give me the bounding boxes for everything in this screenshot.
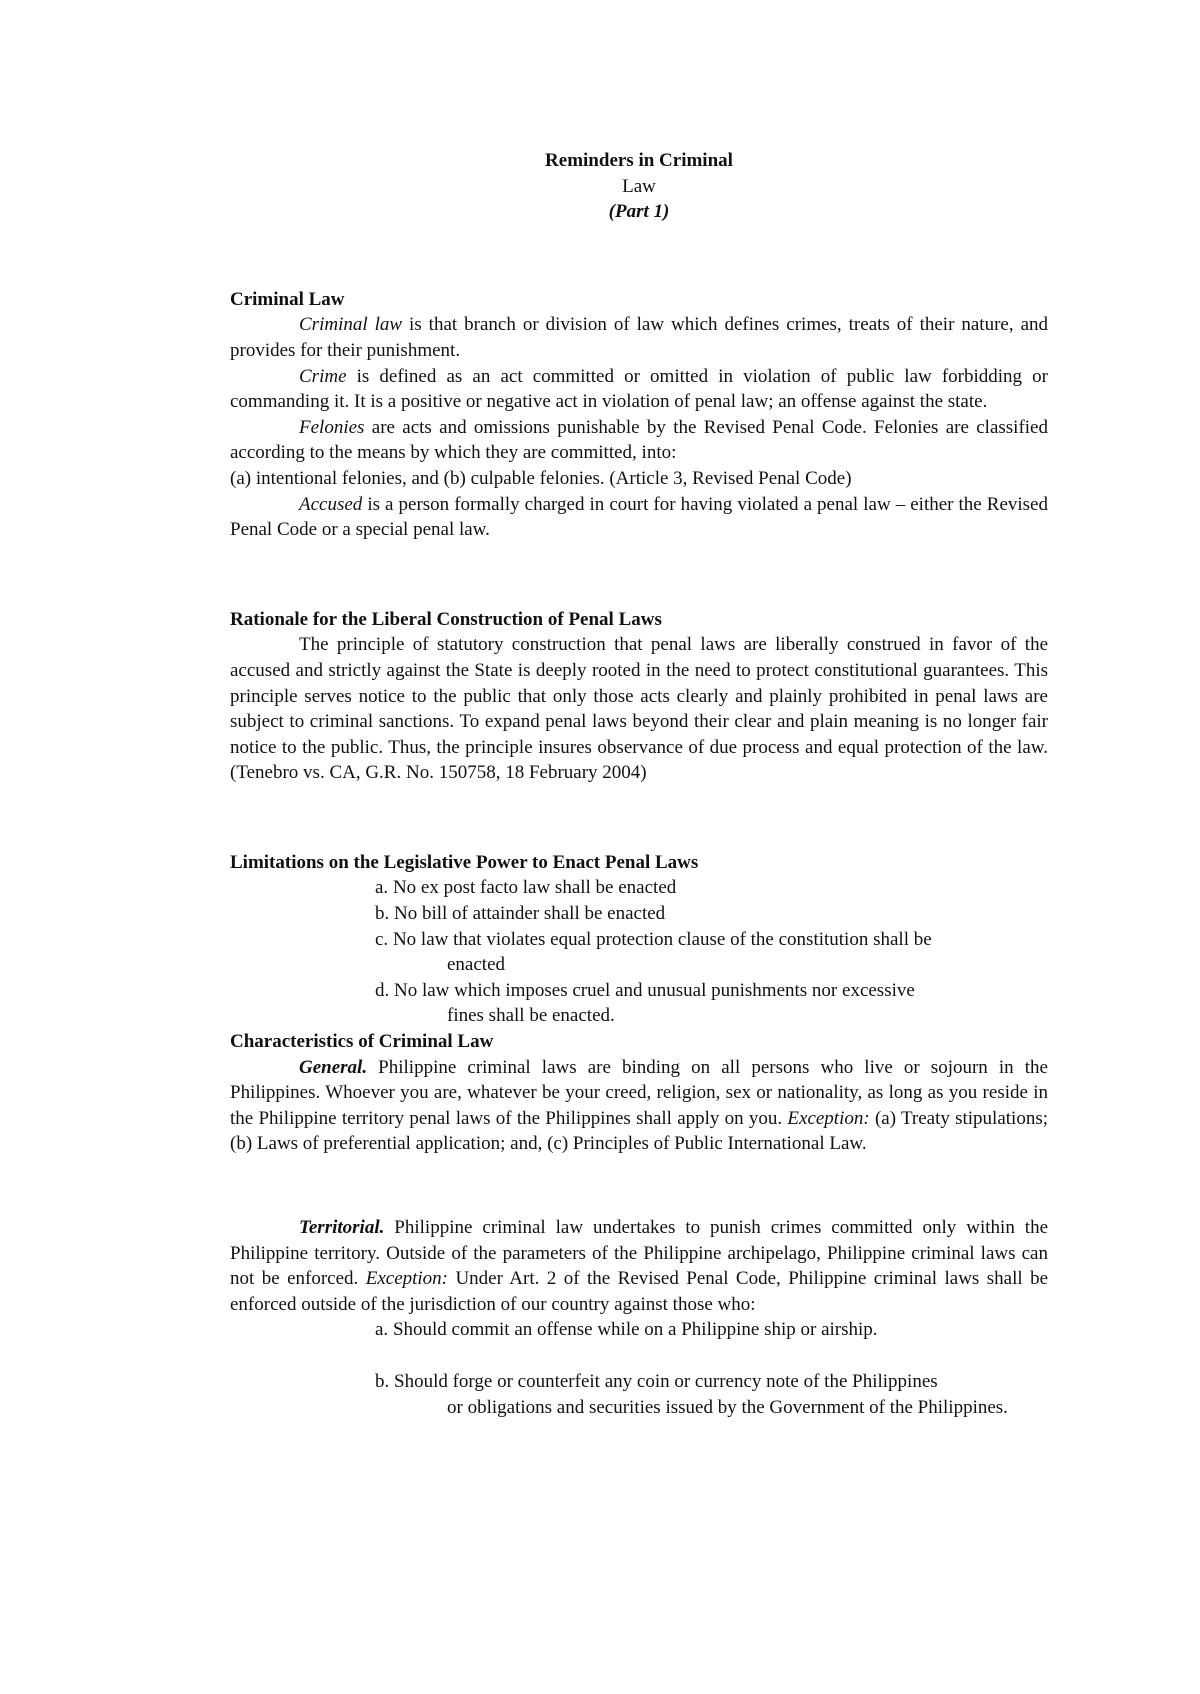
term-accused: Accused (299, 493, 363, 515)
text-accused-definition: is a person formally charged in court for having violated a penal law – either the Revised Penal Code or a special penal law. (230, 493, 1048, 541)
text-exception-territorial: Under Art. 2 of the Revised Penal Code, Philippine criminal laws shall be enforced outside of the jurisdiction of our country against those who: (230, 1268, 1048, 1315)
list-item-text: Should forge or counterfeit any coin or currency note of the Philippines (394, 1370, 938, 1392)
term-exception-general: Exception: (787, 1107, 870, 1129)
list-item (375, 1369, 1048, 1420)
paragraph-felonies-kinds: (a) intentional felonies, and (b) culpable felonies. (Article 3, Revised Penal Code) (230, 467, 852, 489)
title-line-2: Law (622, 175, 656, 197)
text-crime-definition: is defined as an act committed or omitted in violation of public law forbidding or commanding it. It is a positive or negative act in violation of penal law; an offense against the state. (230, 365, 1048, 413)
title-line-1: Reminders in Criminal (545, 150, 733, 171)
paragraph-felonies-definition (230, 415, 1048, 466)
list-item (375, 901, 1048, 927)
term-crime: Crime (299, 365, 347, 387)
document-page (230, 148, 1048, 1420)
limitations-list (230, 875, 1048, 1029)
list-item-text: No law which imposes cruel and unusual punishments nor excessive (394, 979, 915, 1001)
list-item-text: No law that violates equal protection clause of the constitution shall be (392, 928, 932, 950)
paragraph-criminal-law-definition (230, 312, 1048, 363)
list-item (375, 875, 1048, 901)
paragraph-rationale: The principle of statutory construction that penal laws are liberally construed in favor of the accused and strictly against the State is deeply rooted in the need to protect constitutional guarantees. This principle serves notice to the public that only those acts clearly and plainly prohibited in penal laws are subject to criminal sanctions. To expand penal laws beyond their clear and plain meaning is no longer fair notice to the public. Thus, the principle insures observance of due process and equal protection of the law. (Tenebro vs. CA, G.R. No. 150758, 18 February 2004) (230, 634, 1048, 784)
term-general: General. (299, 1056, 368, 1078)
paragraph-general (230, 1055, 1048, 1157)
text-territorial: Philippine criminal law undertakes to punish crimes committed only within the Philippine territory. Outside of the parameters of the Philippine archipelago, Philippine criminal laws can not be enforced. (230, 1217, 1048, 1290)
term-felonies: Felonies (299, 416, 365, 438)
list-item (375, 1317, 1048, 1343)
list-item-continuation: enacted (447, 954, 506, 976)
territorial-exceptions-list (230, 1317, 1048, 1343)
list-item (375, 927, 1048, 978)
list-item-continuation: fines shall be enacted. (447, 1005, 615, 1027)
list-marker: b. (375, 903, 390, 925)
section-heading-criminal-law: Criminal Law (230, 288, 345, 310)
title-part: (Part 1) (608, 201, 670, 223)
territorial-exceptions-list-cont (230, 1369, 1048, 1420)
list-marker: b. (375, 1370, 390, 1392)
section-heading-rationale: Rationale for the Liberal Construction of Penal Laws (230, 608, 662, 630)
list-item-continuation: or obligations and securities issued by the Government of the Philippines. (447, 1396, 1008, 1418)
paragraph-crime-definition (230, 364, 1048, 415)
text-criminal-law-definition: is that branch or division of law which defines crimes, treats of their nature, and provides for their punishment. (230, 314, 1048, 361)
section-heading-limitations: Limitations on the Legislative Power to Enact Penal Laws (230, 851, 699, 873)
paragraph-territorial (230, 1215, 1048, 1317)
paragraph-accused-definition (230, 492, 1048, 543)
term-exception-territorial: Exception: (365, 1268, 449, 1290)
list-item-text: Should commit an offense while on a Philippine ship or airship. (392, 1319, 878, 1341)
text-felonies-definition: are acts and omissions punishable by the Revised Penal Code. Felonies are classified according to the means by which they are committed, into: (230, 416, 1048, 464)
document-title (230, 148, 1048, 225)
list-marker: a. (375, 877, 389, 899)
text-exception-general: (a) Treaty stipulations; (b) Laws of preferential application; and, (c) Principles of Public International Law. (230, 1107, 1048, 1155)
term-territorial: Territorial. (299, 1217, 385, 1238)
list-marker: c. (375, 928, 389, 950)
text-general: Philippine criminal laws are binding on all persons who live or sojourn in the Philippines. Whoever you are, whatever be your creed, religion, sex or nationality, as long as you reside in the Philippine territory penal laws of the Philippines shall apply on you. (230, 1056, 1048, 1129)
term-criminal-law: Criminal law (299, 314, 403, 336)
list-item-text: No bill of attainder shall be enacted (394, 903, 666, 925)
list-item (375, 978, 1048, 1029)
list-item-text: No ex post facto law shall be enacted (392, 877, 677, 899)
list-marker: d. (375, 979, 390, 1001)
section-heading-characteristics: Characteristics of Criminal Law (230, 1031, 494, 1053)
list-marker: a. (375, 1319, 389, 1341)
